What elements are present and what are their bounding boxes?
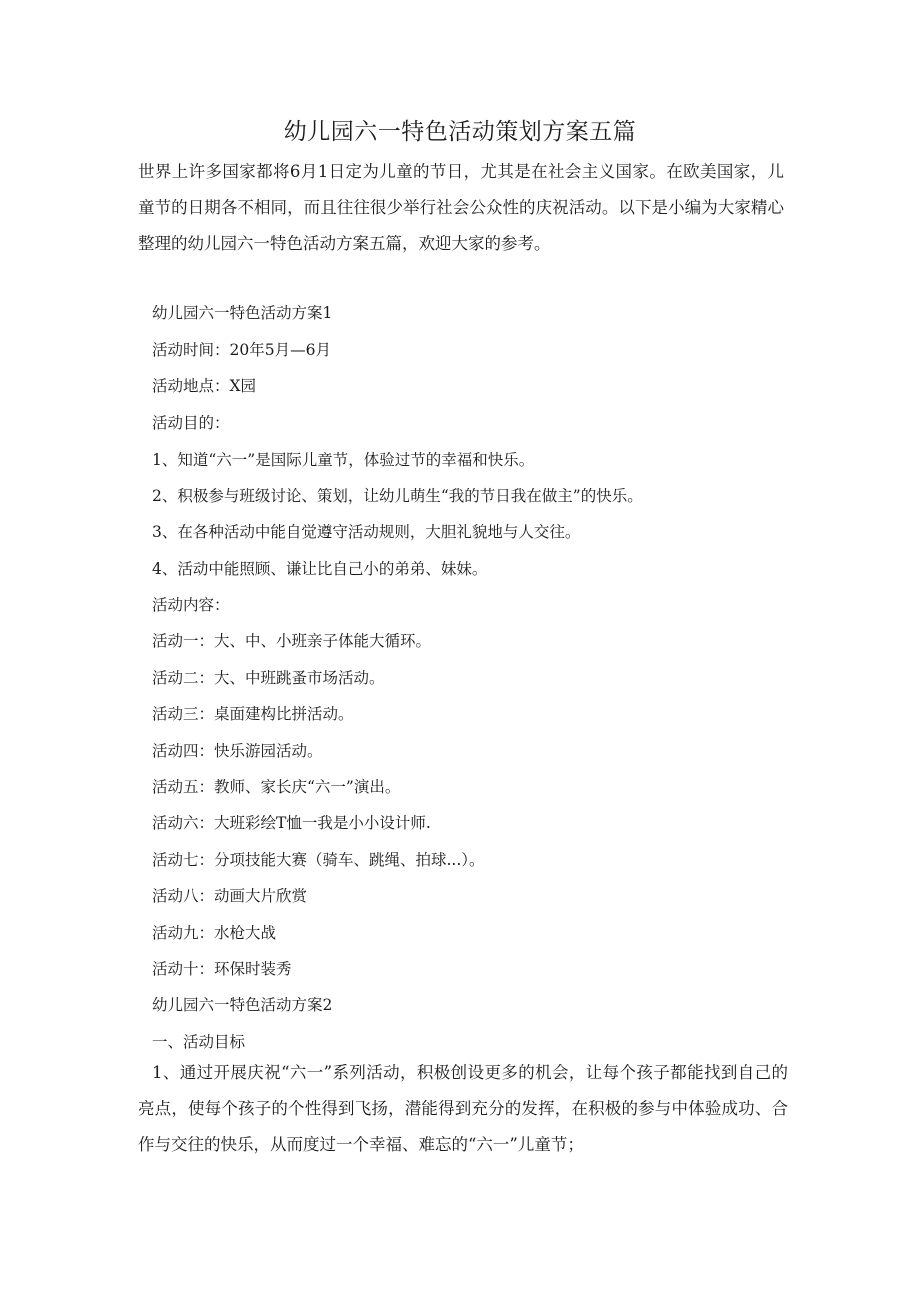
activity-content-label: 活动内容： [152, 596, 230, 614]
goal-paragraph-1: 1、通过开展庆祝“六一”系列活动，积极创设更多的机会，让每个孩子都能找到自己的亮点，使每个孩子的个性得到飞扬，潜能得到充分的发挥，在积极的参与中体验成功、合作与交往的快乐，从而度过一个幸福、难忘的“六一”儿童节； [138, 1063, 788, 1154]
activity-location: 活动地点：X园 [152, 377, 257, 395]
activity-item-5: 活动五：教师、家长庆“六一”演出。 [152, 778, 401, 796]
activity-item-6: 活动六：大班彩绘T恤一我是小小设计师. [152, 814, 431, 832]
purpose-item-3: 3、在各种活动中能自觉遵守活动规则，大胆礼貌地与人交往。 [152, 523, 581, 541]
purpose-item-4: 4、活动中能照顾、谦让比自己小的弟弟、妹妹。 [152, 560, 488, 578]
activity-item-2: 活动二：大、中班跳蚤市场活动。 [152, 669, 385, 687]
subsection-heading-goals: 一、活动目标 [152, 1033, 246, 1051]
activity-item-4: 活动四：快乐游园活动。 [152, 742, 323, 760]
intro-paragraph: 世界上许多国家都将6月1日定为儿童的节日，尤其是在社会主义国家。在欧美国家，儿童节的日期各不相同，而且往往很少举行社会公众性的庆祝活动。以下是小编为大家精心整理的幼儿园六一特色活动方案五篇，欢迎大家的参考。 [138, 162, 784, 253]
activity-purpose-label: 活动目的： [152, 414, 230, 432]
activity-time: 活动时间：20年5月—6月 [152, 341, 331, 359]
purpose-item-1: 1、知道“六一”是国际儿童节，体验过节的幸福和快乐。 [152, 451, 535, 469]
activity-item-9: 活动九：水枪大战 [152, 924, 277, 942]
purpose-item-2: 2、积极参与班级讨论、策划，让幼儿萌生“我的节日我在做主”的快乐。 [152, 487, 643, 505]
activity-item-1: 活动一：大、中、小班亲子体能大循环。 [152, 632, 432, 650]
activity-item-8: 活动八：动画大片欣赏 [152, 887, 308, 905]
document-title: 幼儿园六一特色活动策划方案五篇 [283, 119, 637, 145]
section-heading-plan-1: 幼儿园六一特色活动方案1 [152, 304, 333, 322]
activity-item-7: 活动七：分项技能大赛（骑车、跳绳、拍球...）。 [152, 851, 485, 869]
section-heading-plan-2: 幼儿园六一特色活动方案2 [152, 996, 333, 1014]
activity-item-10: 活动十：环保时装秀 [152, 960, 292, 978]
activity-item-3: 活动三：桌面建构比拼活动。 [152, 705, 354, 723]
